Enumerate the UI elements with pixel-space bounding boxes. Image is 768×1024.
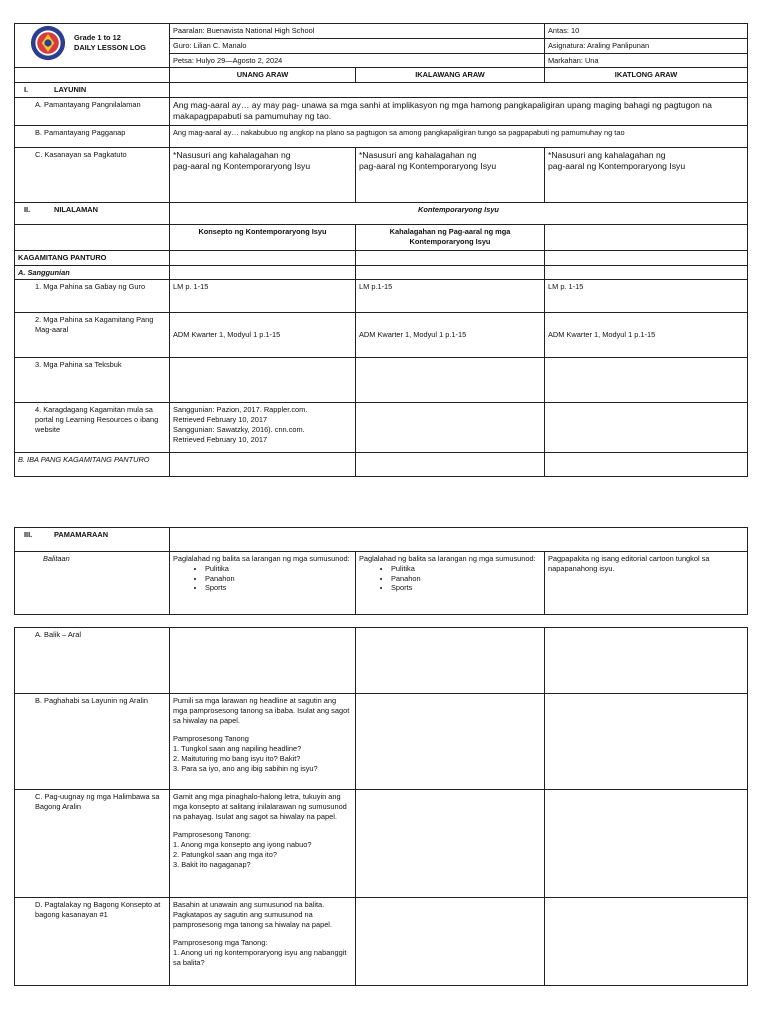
kagamitang-day3: ADM Kwarter 1, Modyul 1 p.1-15 [545, 313, 748, 358]
teacher-cell: Guro: Lilian C. Manalo [170, 38, 545, 53]
kagamitang-mag-aaral-label: 2. Mga Pahina sa Kagamitang Pang Mag-aaral [15, 313, 170, 358]
blank-cell [15, 68, 170, 83]
gabay-guro-day1: LM p. 1-15 [170, 280, 356, 313]
list-item: • Panahon [205, 574, 352, 584]
paghahabi-label: B. Paghahabi sa Layunin ng Aralin [15, 694, 170, 790]
pamamaraan-heading: III. PAMAMARAAN [15, 528, 170, 552]
balitaan-day2: Paglalahad ng balita sa larangan ng mga sumusunod: • Pulitika • Panahon • Sports [356, 552, 545, 615]
pamamaraan-table [14, 527, 748, 615]
blank-cell [545, 628, 748, 694]
pag-uugnay-label: C. Pag-uugnay ng mga Halimbawa sa Bagong Aralin [15, 790, 170, 898]
iba-pang-kagamitan-label: B. IBA PANG KAGAMITANG PANTURO [15, 453, 170, 477]
kagamitan-heading: KAGAMITANG PANTURO [15, 250, 170, 265]
balik-aral-label: A. Balik – Aral [15, 628, 170, 694]
daily-lesson-log-table [14, 23, 748, 477]
nilalaman-topic: Kontemporaryong Isyu [170, 202, 748, 224]
day2-header: IKALAWANG ARAW [356, 68, 545, 83]
blank-cell [545, 898, 748, 986]
deped-seal-icon [30, 25, 66, 61]
blank-cell [356, 403, 545, 453]
pangnilalaman-text: Ang mag-aaral ay… ay may pag- unawa sa mga sanhi at implikasyon ng mga hamong pangkapaligiran upang maging bahagi ng pagtugon na makapagpapabuti sa pamumuhay ng tao. [170, 97, 748, 125]
pagtalakay-day1: Basahin at unawain ang sumusunod na balita. Pagkatapos ay sagutin ang sumusunod na pamprosesong mga tanong sa hiwalay na papel. Pamprosesong mga Tanong: 1. Anong uri ng kontemporaryong isyu ang nabanggit sa balita? [170, 898, 356, 986]
blank-cell [545, 694, 748, 790]
kasanayan-day1: *Nasusuri ang kahalagahan ng pag-aaral ng Kontemporaryong Isyu [170, 147, 356, 202]
list-item: • Sports [205, 583, 352, 593]
blank-cell [545, 403, 748, 453]
blank-cell [170, 528, 748, 552]
steps-table [14, 627, 748, 986]
blank-cell [545, 790, 748, 898]
sanggunian-heading: A. Sanggunian [15, 265, 170, 280]
blank-cell [545, 265, 748, 280]
blank-cell [545, 250, 748, 265]
blank-cell [356, 358, 545, 403]
kagamitang-day1: ADM Kwarter 1, Modyul 1 p.1-15 [170, 313, 356, 358]
blank-cell [356, 265, 545, 280]
balitaan-day3: Pagpapakita ng isang editorial cartoon tungkol sa napapanahong isyu. [545, 552, 748, 615]
gabay-guro-day2: LM p.1-15 [356, 280, 545, 313]
list-item: • Sports [391, 583, 541, 593]
blank-cell [15, 224, 170, 250]
gabay-guro-day3: LM p. 1-15 [545, 280, 748, 313]
blank-cell [356, 694, 545, 790]
balitaan-day1: Paglalahad ng balita sa larangan ng mga sumusunod: • Pulitika • Panahon • Sports [170, 552, 356, 615]
pag-uugnay-day1: Gamit ang mga pinaghalo-halong letra, tukuyin ang mga konsepto at salitang inilalarawan ng sumusunod na pahayag. Isulat ang sagot sa hiwalay na papel. Pamprosesong Tanong: 1. Anong mga konsepto ang iyong nabuo? 2. Patungkol saan ang mga ito? 3. Bakit ito nagaganap? [170, 790, 356, 898]
day1-header: UNANG ARAW [170, 68, 356, 83]
kasanayan-day3: *Nasusuri ang kahalagahan ng pag-aaral ng Kontemporaryong Isyu [545, 147, 748, 202]
blank-cell [170, 453, 356, 477]
blank-cell [356, 628, 545, 694]
blank-cell [545, 453, 748, 477]
nilalaman-day1: Konsepto ng Kontemporaryong Isyu [170, 224, 356, 250]
blank-cell [356, 790, 545, 898]
balitaan-list [173, 564, 352, 593]
grade-label: Grade 1 to 12 [74, 33, 121, 43]
teksbuk-label: 3. Mga Pahina sa Teksbuk [15, 358, 170, 403]
day3-header: IKATLONG ARAW [545, 68, 748, 83]
pagtalakay-label: D. Pagtalakay ng Bagong Konsepto at bagong kasanayan #1 [15, 898, 170, 986]
pangnilalaman-label: A. Pamantayang Pangnilalaman [15, 97, 170, 125]
paghahabi-day1: Pumili sa mga larawan ng headline at sagutin ang mga pamprosesong tanong sa ibaba. Isulat ang sagot sa hiwalay na papel. Pamprosesong Tanong 1. Tungkol saan ang napiling headline? 2. Maituturing mo bang isyu ito? Bakit? 3. Para sa iyo, ano ang ibig sabihin ng isyu? [170, 694, 356, 790]
quarter-cell: Markahan: Una [545, 53, 748, 68]
grade-level-cell: Antas: 10 [545, 24, 748, 39]
list-item: • Panahon [391, 574, 541, 584]
blank-cell [356, 898, 545, 986]
blank-cell [356, 453, 545, 477]
blank-cell [170, 628, 356, 694]
subject-cell: Asignatura: Araling Panlipunan [545, 38, 748, 53]
header-logo-cell [15, 24, 170, 68]
blank-cell [170, 265, 356, 280]
pagganap-text: Ang mag-aaral ay… nakabubuo ng angkop na plano sa pagtugon sa among pangkapaligiran tungo sa pagpapabuti ng pamumuhay ng tao [170, 125, 748, 147]
nilalaman-day2: Kahalagahan ng Pag-aaral ng mga Kontemporaryong Isyu [356, 224, 545, 250]
balitaan-list [359, 564, 541, 593]
kagamitang-day2: ADM Kwarter 1, Modyul 1 p.1-15 [356, 313, 545, 358]
pagganap-label: B. Pamantayang Pagganap [15, 125, 170, 147]
blank-cell [545, 224, 748, 250]
karagdagang-label: 4. Karagdagang Kagamitan mula sa portal ng Learning Resources o ibang website [15, 403, 170, 453]
layunin-heading: I. LAYUNIN [15, 83, 170, 98]
list-item: • Pulitika [205, 564, 352, 574]
blank-cell [170, 250, 356, 265]
log-title: DAILY LESSON LOG [74, 43, 146, 52]
kasanayan-day2: *Nasusuri ang kahalagahan ng pag-aaral ng Kontemporaryong Isyu [356, 147, 545, 202]
blank-cell [170, 83, 748, 98]
list-item: • Pulitika [391, 564, 541, 574]
blank-cell [356, 250, 545, 265]
balitaan-label: Balitaan [15, 552, 170, 615]
blank-cell [545, 358, 748, 403]
school-cell: Paaralan: Buenavista National High School [170, 24, 545, 39]
date-cell: Petsa: Hulyo 29—Agosto 2, 2024 [170, 53, 545, 68]
karagdagang-day1: Sanggunian: Pazion, 2017. Rappler.com. Retrieved February 10, 2017 Sanggunian: Sawatzky, 2016). cnn.com. Retrieved February 10, 2017 [170, 403, 356, 453]
blank-cell [170, 358, 356, 403]
gabay-guro-label: 1. Mga Pahina sa Gabay ng Guro [15, 280, 170, 313]
nilalaman-heading: II. NILALAMAN [15, 202, 170, 224]
kasanayan-label: C. Kasanayan sa Pagkatuto [15, 147, 170, 202]
